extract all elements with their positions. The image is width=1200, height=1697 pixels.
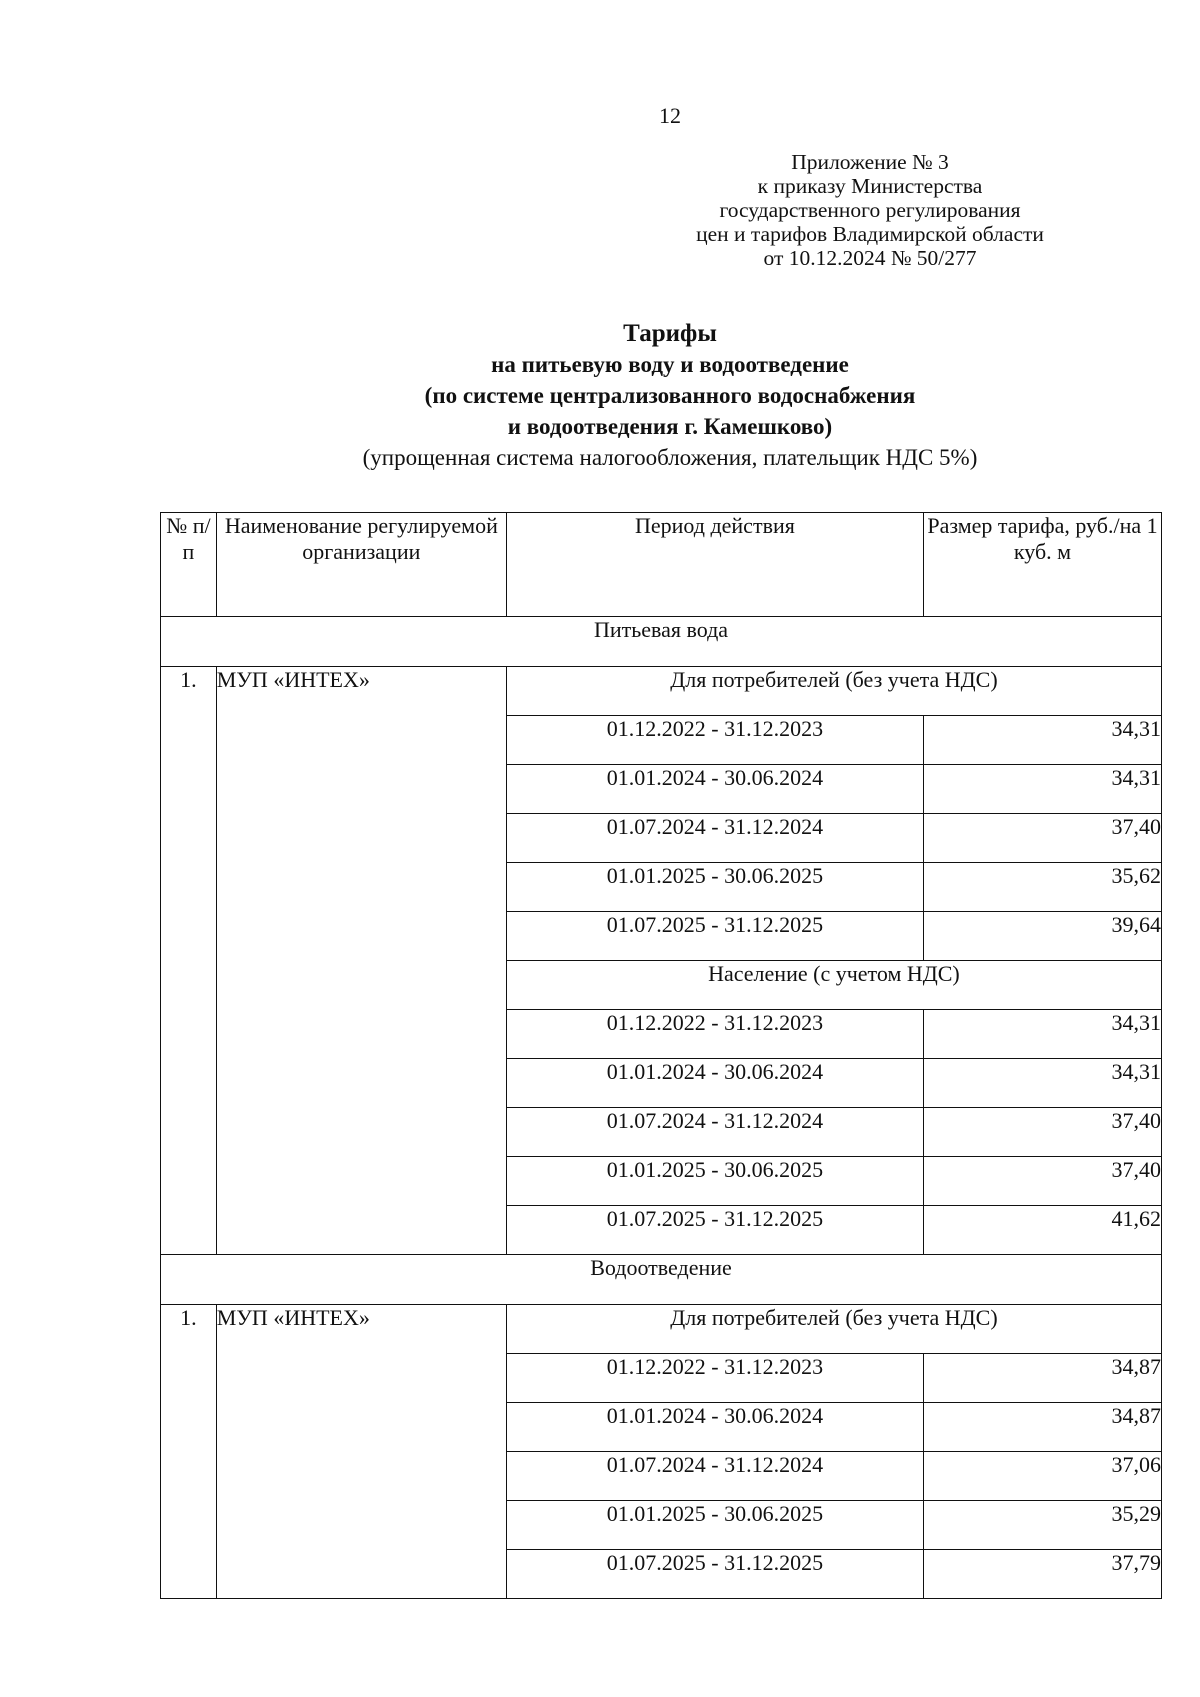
rate-cell: 39,64	[923, 912, 1161, 961]
period-cell: 01.01.2025 - 30.06.2025	[506, 1157, 923, 1206]
header-num: № п/п	[161, 513, 217, 617]
header-rate: Размер тарифа, руб./на 1 куб. м	[923, 513, 1161, 617]
appendix-line: цен и тарифов Владимирской области	[696, 222, 1044, 246]
title-line: на питьевую воду и водоотведение	[491, 352, 849, 377]
header-period: Период действия	[506, 513, 923, 617]
period-cell: 01.01.2025 - 30.06.2025	[506, 863, 923, 912]
rate-cell: 37,40	[923, 1157, 1161, 1206]
appendix-reference	[640, 150, 1100, 270]
organization-name: МУП «ИНТЕХ»	[216, 1305, 506, 1599]
document-title	[0, 318, 1200, 473]
section-title: Водоотведение	[161, 1255, 1162, 1305]
period-cell: 01.07.2025 - 31.12.2025	[506, 1206, 923, 1255]
consumer-group-label: Население (с учетом НДС)	[506, 961, 1161, 1010]
rate-cell: 37,06	[923, 1452, 1161, 1501]
rate-cell: 37,40	[923, 1108, 1161, 1157]
period-cell: 01.07.2024 - 31.12.2024	[506, 1108, 923, 1157]
appendix-line: Приложение № 3	[791, 150, 949, 174]
rate-cell: 34,31	[923, 716, 1161, 765]
rate-cell: 41,62	[923, 1206, 1161, 1255]
section-title: Питьевая вода	[161, 617, 1162, 667]
row-number: 1.	[161, 1305, 217, 1599]
period-cell: 01.01.2024 - 30.06.2024	[506, 765, 923, 814]
period-cell: 01.12.2022 - 31.12.2023	[506, 716, 923, 765]
page-number: 12	[659, 103, 681, 128]
group-row	[161, 1305, 1162, 1354]
rate-cell: 37,40	[923, 814, 1161, 863]
rate-cell: 37,79	[923, 1550, 1161, 1599]
period-cell: 01.01.2024 - 30.06.2024	[506, 1403, 923, 1452]
rate-cell: 34,31	[923, 1010, 1161, 1059]
period-cell: 01.07.2024 - 31.12.2024	[506, 1452, 923, 1501]
appendix-line: к приказу Министерства	[757, 174, 983, 198]
rate-cell: 35,29	[923, 1501, 1161, 1550]
rate-cell: 34,87	[923, 1403, 1161, 1452]
tariffs-table	[160, 512, 1162, 1599]
appendix-line: от 10.12.2024 № 50/277	[763, 246, 977, 270]
section-row	[161, 1255, 1162, 1305]
period-cell: 01.07.2024 - 31.12.2024	[506, 814, 923, 863]
period-cell: 01.12.2022 - 31.12.2023	[506, 1354, 923, 1403]
appendix-line: государственного регулирования	[719, 198, 1021, 222]
period-cell: 01.01.2025 - 30.06.2025	[506, 1501, 923, 1550]
rate-cell: 34,31	[923, 765, 1161, 814]
period-cell: 01.12.2022 - 31.12.2023	[506, 1010, 923, 1059]
rate-cell: 35,62	[923, 863, 1161, 912]
consumer-group-label: Для потребителей (без учета НДС)	[506, 667, 1161, 716]
period-cell: 01.01.2024 - 30.06.2024	[506, 1059, 923, 1108]
group-row	[161, 667, 1162, 716]
table-header-row	[161, 513, 1162, 617]
period-cell: 01.07.2025 - 31.12.2025	[506, 1550, 923, 1599]
header-organization: Наименование регулируемой организации	[216, 513, 506, 617]
title-line: (по системе централизованного водоснабжения	[424, 383, 916, 408]
consumer-group-label: Для потребителей (без учета НДС)	[506, 1305, 1161, 1354]
rate-cell: 34,87	[923, 1354, 1161, 1403]
title-subtitle: (упрощенная система налогообложения, плательщик НДС 5%)	[362, 445, 978, 470]
period-cell: 01.07.2025 - 31.12.2025	[506, 912, 923, 961]
organization-name: МУП «ИНТЕХ»	[216, 667, 506, 1255]
rate-cell: 34,31	[923, 1059, 1161, 1108]
title-main: Тарифы	[623, 320, 717, 347]
section-row	[161, 617, 1162, 667]
title-line: и водоотведения г. Камешково)	[507, 414, 833, 439]
row-number: 1.	[161, 667, 217, 1255]
